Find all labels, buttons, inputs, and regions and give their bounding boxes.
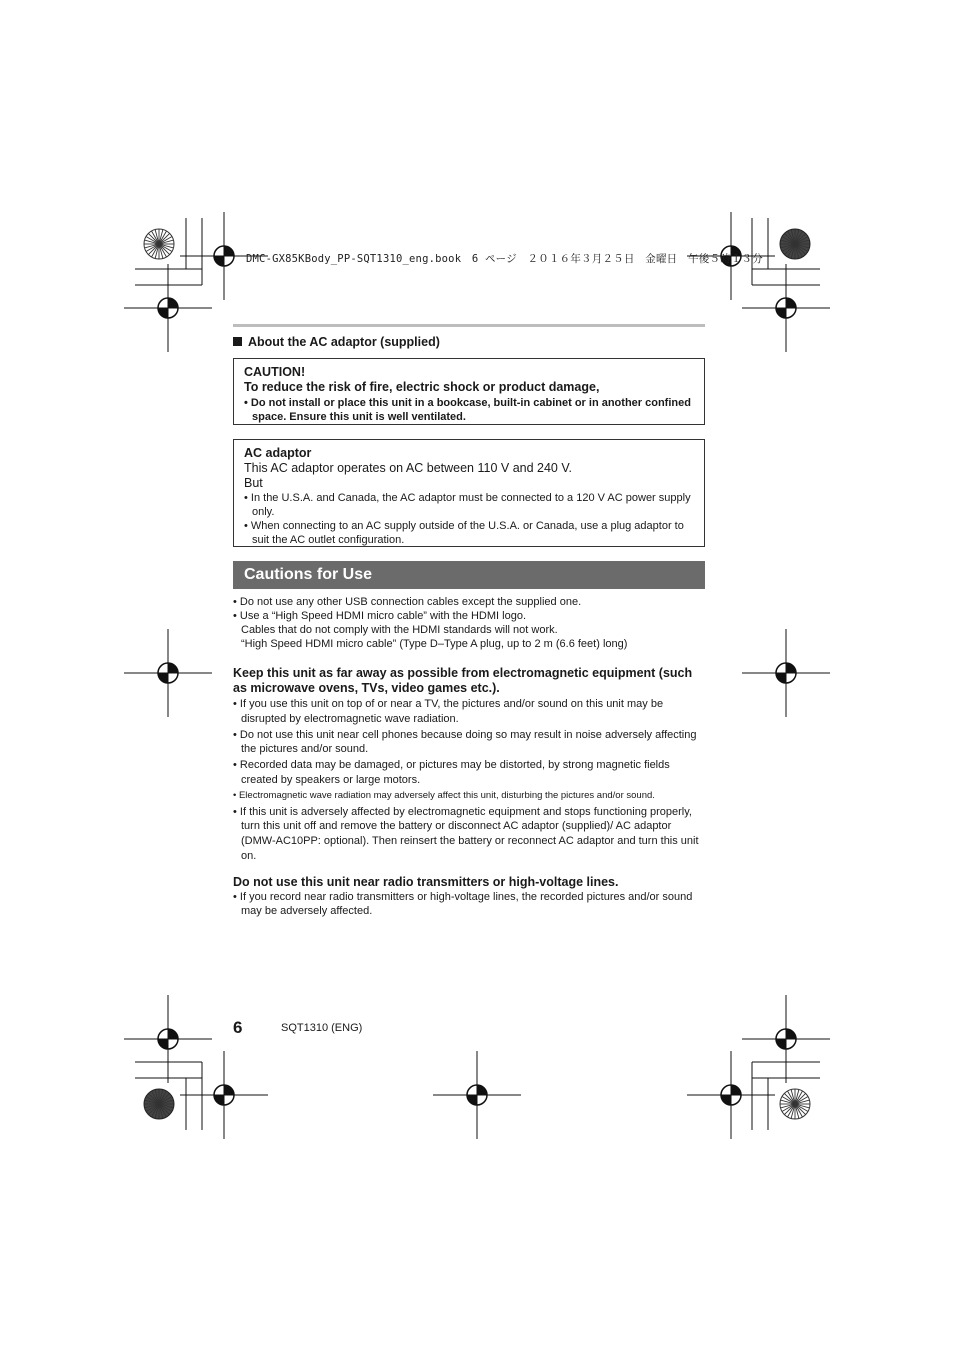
document-code: SQT1310 (ENG) (281, 1022, 363, 1034)
radio-heading: Do not use this unit near radio transmitters or high-voltage lines. (233, 874, 619, 889)
cautions-banner: Cautions for Use (233, 561, 705, 589)
caution-bullet: • Do not install or place this unit in a bookcase, built-in cabinet or in another confined space. Ensure this unit is well ventilated. (244, 397, 691, 423)
caution-box (233, 358, 705, 425)
list-item: • Recorded data may be damaged, or pictures may be distorted, by strong magnetic fields created by speakers or large motors. (233, 759, 670, 786)
ac-adaptor-bullet: • When connecting to an AC supply outside of the U.S.A. or Canada, use a plug adaptor to suit the AC outlet configuration. (244, 520, 684, 546)
em-heading: Keep this unit as far away as possible from electromagnetic equipment (such as microwave ovens, TVs, video games etc.). (233, 666, 693, 695)
hdmi-note: Cables that do not comply with the HDMI standards will not work. (241, 624, 558, 636)
ac-adaptor-line: This AC adaptor operates on AC between 110 V and 240 V. (244, 461, 573, 475)
list-item: • If this unit is adversely affected by electromagnetic equipment and stops functioning properly, turn this unit off and remove the battery or disconnect AC adaptor (supplied)/ AC adaptor (DMW-AC10PP: optional). Then reinsert the battery or reconnect AC adaptor and turn this unit on. (233, 805, 699, 862)
ac-adaptor-box (233, 439, 705, 547)
section-heading-text: About the AC adaptor (supplied) (248, 335, 440, 349)
page-number: 6 (233, 1018, 243, 1037)
list-item: • If you record near radio transmitters or high-voltage lines, the recorded pictures and/or sound may be adversely affected. (233, 890, 693, 917)
section-heading-ac-adaptor (233, 335, 440, 349)
ac-adaptor-bullet: • In the U.S.A. and Canada, the AC adaptor must be connected to a 120 V AC power supply only. (244, 492, 691, 518)
list-item: • Do not use this unit near cell phones because doing so may result in noise adversely affecting the pictures and/or sound. (233, 728, 697, 756)
list-item: • Do not use any other USB connection cables except the supplied one. (233, 596, 582, 608)
ac-adaptor-title: AC adaptor (244, 446, 312, 460)
list-item: • If you use this unit on top of or near a TV, the pictures and/or sound on this unit may be disrupted by electromagnetic wave radiation. (233, 698, 664, 725)
ac-adaptor-line: But (244, 476, 263, 490)
top-rule (233, 324, 705, 327)
list-item: • Use a “High Speed HDMI micro cable” with the HDMI logo. (233, 610, 527, 622)
caution-title: CAUTION! (244, 365, 306, 379)
hdmi-note: “High Speed HDMI micro cable” (Type D–Type A plug, up to 2 m (6.6 feet) long) (241, 638, 628, 650)
square-bullet-icon (233, 337, 242, 346)
cautions-content (233, 595, 705, 918)
list-item: • Electromagnetic wave radiation may adversely affect this unit, disturbing the pictures and/or sound. (233, 789, 655, 801)
caution-intro: To reduce the risk of fire, electric shock or product damage, (244, 380, 600, 394)
book-file-header: DMC-GX85KBody_PP-SQT1310_eng.book 6 ページ ２０１６年３月２５日 金曜日 午後５時１３分 (246, 253, 763, 265)
